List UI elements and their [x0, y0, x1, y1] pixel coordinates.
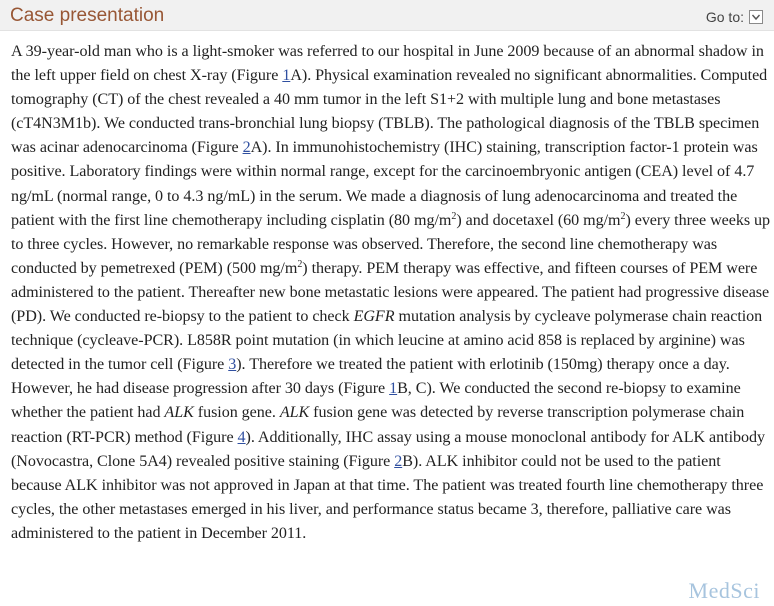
figure-link-1[interactable]: 1	[282, 67, 291, 85]
gene-name-alk: ALK	[164, 404, 194, 422]
text-segment: B, C). We conducted the second re-biopsy to examine whether the patient had	[11, 380, 741, 422]
text-segment: A). Physical examination revealed no significant abnormalities. Computed tomography (CT) of the chest revealed a 40 mm tumor in the left S1+2 with multiple lung and bone metastases (cT4N3M1b). We conducted trans-bronchial lung biopsy (TBLB). The pathological diagnosis of the TBLB specimen was acinar adenocarcinoma (Figure	[11, 67, 768, 157]
text-segment: ) therapy. PEM therapy was effective, and fifteen courses of PEM were administered to the patient. Thereafter new bone metastatic lesions were appeared. The patient had progressive disease (PD). We conducted re-biopsy to the patient to check	[11, 259, 770, 326]
figure-link-2[interactable]: 2	[242, 139, 251, 157]
text-segment: B). ALK inhibitor could not be used to the patient because ALK inhibitor was not approved in Japan at that time. The patient was treated fourth line chemotherapy three cycles, the other metastases emerged in his liver, and performance status became 3, therefore, palliative care was administered to the patient in December 2011.	[11, 452, 764, 542]
goto-label: Go to:	[705, 9, 744, 25]
text-segment: fusion gene.	[193, 404, 280, 422]
case-paragraph	[11, 40, 771, 546]
section-title: Case presentation	[10, 5, 165, 26]
superscript: 2	[451, 210, 457, 222]
superscript: 2	[620, 210, 626, 222]
text-segment: ) every three weeks up to three cycles. However, no remarkable response was observed. Therefore, the second line chemotherapy was conducted by pemetrexed (PEM) (500 mg/m	[11, 211, 771, 277]
text-segment: ) and docetaxel (60 mg/m	[456, 211, 621, 229]
section-header	[0, 0, 774, 31]
figure-link-4[interactable]: 4	[237, 428, 246, 446]
chevron-down-icon[interactable]	[749, 10, 763, 24]
text-segment: fusion gene was detected by reverse transcription polymerase chain reaction (RT-PCR) method (Figure	[11, 404, 745, 446]
figure-link-2[interactable]: 2	[394, 452, 403, 470]
text-segment: A). In immunohistochemistry (IHC) staining, transcription factor-1 protein was positive. Laboratory findings were within normal range, except for the carcinoembryonic antigen (CEA) level of 4.7 ng/mL (normal range, 0 to 4.3 ng/mL) in the serum. We made a diagnosis of lung adenocarcinoma and treated the patient with the first line chemotherapy including cisplatin (80 mg/m	[11, 139, 758, 229]
watermark-logo: MedSci	[688, 578, 760, 603]
text-segment: A 39-year-old man who is a light-smoker was referred to our hospital in June 2009 because of an abnormal shadow in the left upper field on chest X-ray (Figure	[11, 43, 764, 85]
goto-dropdown[interactable]	[706, 8, 763, 26]
figure-link-3[interactable]: 3	[228, 356, 237, 374]
gene-name-alk: ALK	[279, 404, 310, 422]
superscript: 2	[297, 258, 303, 270]
figure-link-1[interactable]: 1	[389, 380, 398, 398]
text-segment: mutation analysis by cycleave polymerase chain reaction technique (cycleave-PCR). L858R point mutation (in which leucine at amino acid 858 is replaced by arginine) was detected in the tumor cell (Figure	[11, 308, 763, 374]
text-segment: ). Additionally, IHC assay using a mouse monoclonal antibody for ALK antibody (Novocastra, Clone 5A4) revealed positive staining (Figure	[11, 428, 765, 470]
text-segment: ). Therefore we treated the patient with erlotinib (150mg) therapy once a day. However, he had disease progression after 30 days (Figure	[11, 356, 730, 398]
gene-name-egfr: EGFR	[353, 308, 395, 326]
